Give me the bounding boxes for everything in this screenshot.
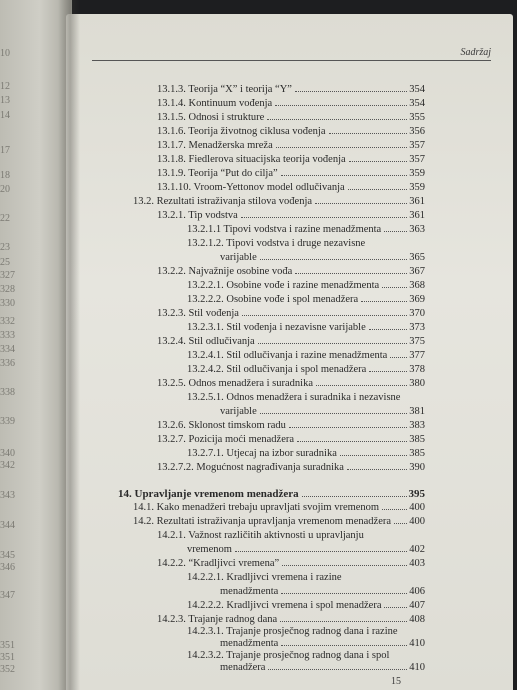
toc-entry: vremenom 402 [187, 544, 425, 555]
toc-entry: menadžera 410 [220, 662, 425, 673]
margin-number: 25 [0, 257, 10, 268]
toc-entry: 13.1.6. Teorija životnog ciklusa vođenja 356 [157, 126, 425, 137]
toc-entry: 13.2.4. Stil odlučivanja 375 [157, 336, 425, 347]
toc-entry: 13.1.3. Teorija “X” i teorija “Y” 354 [157, 84, 425, 95]
margin-number: 12 [0, 81, 10, 92]
toc-entry: 14.2.2.2. Kradljivci vremena i spol menadžera 407 [187, 600, 425, 611]
margin-number: 327 [0, 270, 15, 281]
toc-entry-first-line: 14.2.2.1. Kradljivci vremena i razine [187, 572, 342, 583]
margin-number: 344 [0, 520, 15, 531]
toc-entry-first-line: 14.2.1. Važnost različitih aktivnosti u upravljanju [157, 530, 364, 541]
toc-entry: 13.1.8. Fiedlerova situacijska teorija vođenja 357 [157, 154, 425, 165]
toc-entry: 13.1.4. Kontinuum vođenja 354 [157, 98, 425, 109]
toc-entry: 13.2.7. Pozicija moći menadžera 385 [157, 434, 425, 445]
toc-entry: 13.2.3.1. Stil vođenja i nezavisne varijable 373 [187, 322, 425, 333]
toc-entry-first-line: 13.2.1.2. Tipovi vodstva i druge nezavisne [187, 238, 366, 249]
margin-number: 343 [0, 490, 15, 501]
toc-entry-first-line: 14.2.3.2. Trajanje prosječnog radnog dana i spol [187, 650, 390, 661]
toc-entry-first-line: 14.2.3.1. Trajanje prosječnog radnog dana i razine [187, 626, 398, 637]
margin-number: 14 [0, 110, 10, 121]
toc-entry: 13.2.5. Odnos menadžera i suradnika 380 [157, 378, 425, 389]
margin-number: 17 [0, 145, 10, 156]
chapter-entry: 14. Upravljanje vremenom menadžera 395 [118, 488, 425, 500]
margin-number: 351 [0, 652, 15, 663]
running-header: Sadržaj [460, 47, 491, 58]
toc-entry: 13.1.5. Odnosi i strukture 355 [157, 112, 425, 123]
margin-number: 10 [0, 48, 10, 59]
margin-number: 332 [0, 316, 15, 327]
toc-entry: 13.1.7. Menadžerska mreža 357 [157, 140, 425, 151]
toc-entry: 14.2. Rezultati istraživanja upravljanja vremenom menadžera 400 [133, 516, 425, 527]
toc-entry: 13.2.2.1. Osobine vođe i razine menadžmenta 368 [187, 280, 425, 291]
toc-entry: 13.2. Rezultati istraživanja stilova vođenja 361 [133, 196, 425, 207]
margin-number: 345 [0, 550, 15, 561]
toc-entry: menadžmenta 406 [220, 586, 425, 597]
toc-entry: menadžmenta 410 [220, 638, 425, 649]
margin-number: 346 [0, 562, 15, 573]
toc-entry: 13.2.3. Stil vođenja 370 [157, 308, 425, 319]
toc-entry: 14.2.2. “Kradljivci vremena” 403 [157, 558, 425, 569]
toc-entry: 13.2.1. Tip vodstva 361 [157, 210, 425, 221]
margin-number: 347 [0, 590, 15, 601]
margin-number: 18 [0, 170, 10, 181]
toc-entry: 13.2.7.2. Mogućnost nagrađivanja suradnika 390 [157, 462, 425, 473]
margin-number: 20 [0, 184, 10, 195]
toc-entry: 13.2.2.2. Osobine vođe i spol menadžera 369 [187, 294, 425, 305]
margin-number: 342 [0, 460, 15, 471]
toc-entry: 14.1. Kako menadžeri trebaju upravljati svojim vremenom 400 [133, 502, 425, 513]
header-rule [92, 60, 491, 61]
margin-number: 351 [0, 640, 15, 651]
toc-entry-first-line: 13.2.5.1. Odnos menadžera i suradnika i nezavisne [187, 392, 401, 403]
toc-entry: 13.2.7.1. Utjecaj na izbor suradnika 385 [187, 448, 425, 459]
margin-number: 328 [0, 284, 15, 295]
toc-entry: 14.2.3. Trajanje radnog dana 408 [157, 614, 425, 625]
margin-number: 352 [0, 664, 15, 675]
margin-number: 333 [0, 330, 15, 341]
margin-number: 340 [0, 448, 15, 459]
toc-entry: 13.2.6. Sklonost timskom radu 383 [157, 420, 425, 431]
toc-entry: 13.1.10. Vroom-Yettonov model odlučivanja 359 [157, 182, 425, 193]
margin-number: 336 [0, 358, 15, 369]
toc-entry: varijable 381 [220, 406, 425, 417]
margin-number: 339 [0, 416, 15, 427]
book-gutter [58, 0, 80, 690]
toc-entry: 13.2.1.1 Tipovi vodstva i razine menadžmenta 363 [187, 224, 425, 235]
toc-entry: 13.2.2. Najvažnije osobine vođa 367 [157, 266, 425, 277]
toc-entry: 13.2.4.2. Stil odlučivanja i spol menadžera 378 [187, 364, 425, 375]
toc-entry: 13.2.4.1. Stil odlučivanja i razine menadžmenta 377 [187, 350, 425, 361]
margin-number: 334 [0, 344, 15, 355]
toc-entry: 13.1.9. Teorija “Put do cilja” 359 [157, 168, 425, 179]
margin-number: 13 [0, 95, 10, 106]
margin-number: 22 [0, 213, 10, 224]
margin-number: 330 [0, 298, 15, 309]
margin-number: 338 [0, 387, 15, 398]
page-number: 15 [391, 676, 401, 687]
toc-entry: varijable 365 [220, 252, 425, 263]
margin-number: 23 [0, 242, 10, 253]
